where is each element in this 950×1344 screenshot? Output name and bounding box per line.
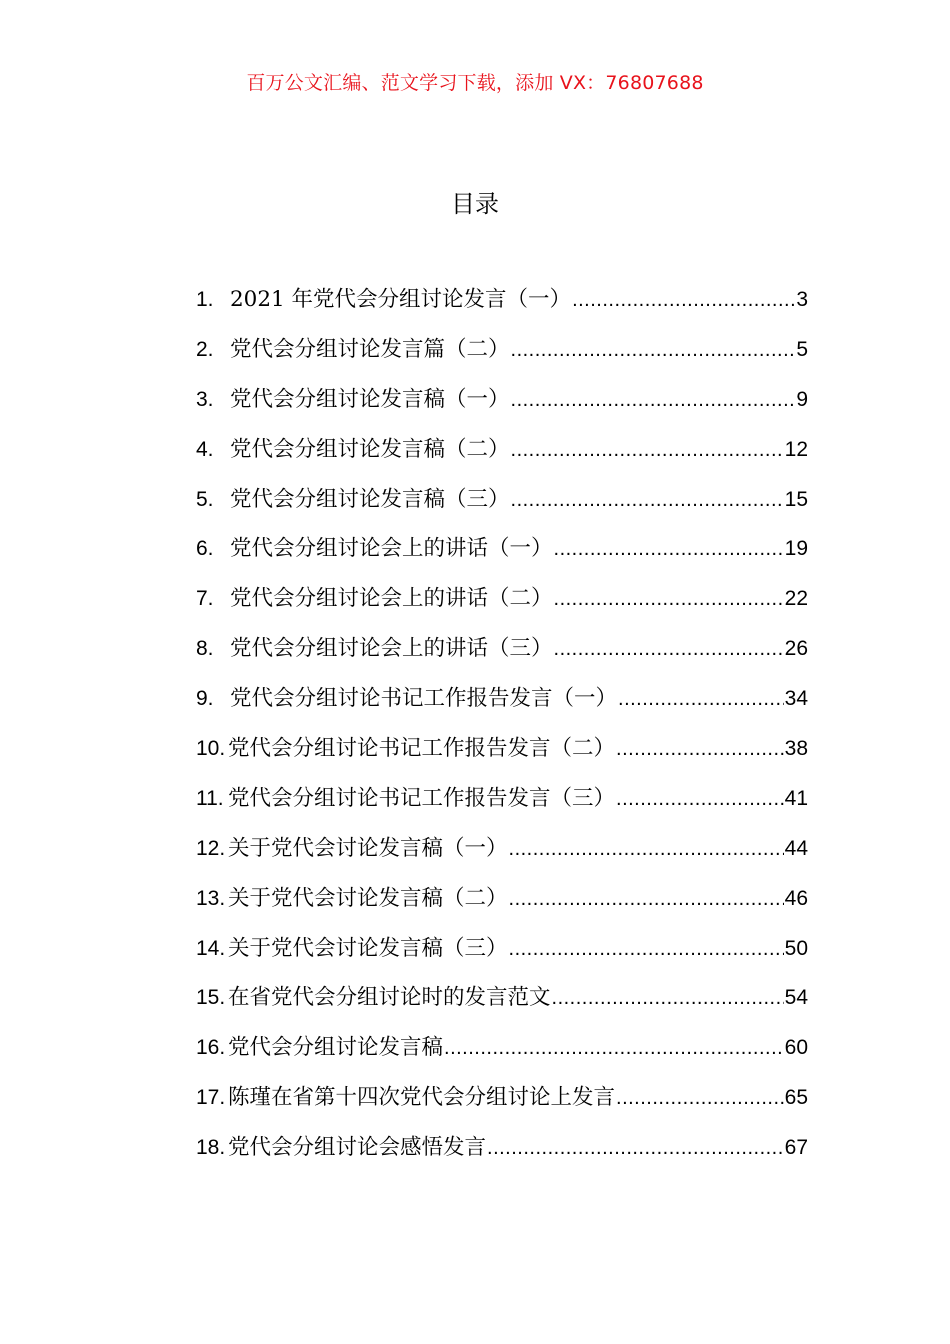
toc-dot-leader bbox=[618, 688, 784, 711]
toc-entry-page: 46 bbox=[784, 886, 808, 910]
toc-entry[interactable] bbox=[196, 482, 808, 532]
toc-entry-page: 67 bbox=[784, 1136, 808, 1160]
toc-entry[interactable] bbox=[196, 382, 808, 432]
toc-entry[interactable] bbox=[196, 781, 808, 831]
toc-dot-leader bbox=[509, 938, 784, 961]
toc-entry[interactable] bbox=[196, 1130, 808, 1180]
toc-entry-number: 18. bbox=[196, 1136, 226, 1160]
toc-entry-title: 党代会分组讨论发言稿（一） bbox=[230, 386, 510, 412]
toc-entry[interactable] bbox=[196, 731, 808, 781]
toc-entry-page: 41 bbox=[784, 786, 808, 810]
toc-entry-page: 9 bbox=[796, 387, 808, 411]
toc-dot-leader bbox=[554, 588, 784, 611]
toc-entry[interactable] bbox=[196, 531, 808, 581]
toc-entry-number: 8. bbox=[196, 637, 214, 661]
toc-entry[interactable] bbox=[196, 831, 808, 881]
toc-dot-leader bbox=[511, 389, 796, 412]
toc-dot-leader bbox=[616, 788, 784, 811]
toc-entry[interactable] bbox=[196, 581, 808, 631]
toc-entry-number: 14. bbox=[196, 936, 226, 960]
toc-entry-page: 22 bbox=[784, 587, 808, 611]
toc-entry-page: 50 bbox=[784, 936, 808, 960]
toc-dot-leader bbox=[487, 1137, 784, 1160]
toc-entry-title: 党代会分组讨论书记工作报告发言（三） bbox=[228, 785, 616, 811]
toc-entry-number: 17. bbox=[196, 1086, 226, 1110]
toc-entry-title: 党代会分组讨论发言篇（二） bbox=[230, 336, 510, 362]
toc-entry-page: 26 bbox=[784, 637, 808, 661]
toc-entry-number: 1. bbox=[196, 288, 214, 311]
toc-entry-page: 34 bbox=[784, 687, 808, 711]
toc-entry[interactable] bbox=[196, 332, 808, 382]
toc-entry-number: 16. bbox=[196, 1036, 226, 1060]
toc-dot-leader bbox=[572, 289, 795, 312]
toc-entry-page: 5 bbox=[796, 337, 808, 361]
toc-entry[interactable] bbox=[196, 631, 808, 681]
toc-entry-page: 12 bbox=[784, 437, 808, 461]
toc-entry-page: 60 bbox=[784, 1036, 808, 1060]
header-note: 百万公文汇编、范文学习下载，添加 VX：76807688 bbox=[246, 72, 704, 94]
toc-entry[interactable] bbox=[196, 980, 808, 1030]
toc-entry-number: 13. bbox=[196, 886, 226, 910]
toc-dot-leader bbox=[511, 489, 784, 512]
toc-entry-page: 3 bbox=[796, 288, 808, 311]
toc-entry-number: 7. bbox=[196, 587, 214, 611]
toc-entry-title: 2021 年党代会分组讨论发言（一） bbox=[230, 287, 572, 312]
toc-entry-title: 关于党代会讨论发言稿（三） bbox=[228, 935, 508, 961]
toc-dot-leader bbox=[511, 339, 796, 362]
toc-entry[interactable] bbox=[196, 681, 808, 731]
toc-entry-number: 12. bbox=[196, 836, 226, 860]
toc-entry-page: 38 bbox=[784, 737, 808, 761]
toc-entry-number: 5. bbox=[196, 487, 214, 511]
toc-entry-number: 4. bbox=[196, 437, 214, 461]
toc-entry[interactable] bbox=[196, 1030, 808, 1080]
toc-entry-title: 党代会分组讨论发言稿（二） bbox=[230, 436, 510, 462]
toc-dot-leader bbox=[552, 987, 784, 1010]
toc-entry-title: 党代会分组讨论会上的讲话（二） bbox=[230, 586, 553, 612]
toc-entry[interactable] bbox=[196, 881, 808, 931]
toc-entry-number: 11. bbox=[196, 786, 224, 810]
toc-entry-page: 19 bbox=[784, 537, 808, 561]
toc-entry[interactable] bbox=[196, 931, 808, 981]
toc-title: 目录 bbox=[451, 190, 499, 218]
toc-entry-title: 党代会分组讨论发言稿 bbox=[228, 1035, 444, 1061]
toc-dot-leader bbox=[444, 1037, 784, 1060]
toc-entry-number: 15. bbox=[196, 986, 226, 1010]
toc-entry-title: 关于党代会讨论发言稿（一） bbox=[228, 835, 508, 861]
toc-entry-number: 6. bbox=[196, 537, 214, 561]
toc-entry-number: 10. bbox=[196, 737, 226, 761]
toc-entry-number: 3. bbox=[196, 387, 214, 411]
toc-dot-leader bbox=[554, 638, 784, 661]
toc-dot-leader bbox=[509, 838, 784, 861]
toc-entry-title: 在省党代会分组讨论时的发言范文 bbox=[228, 985, 551, 1011]
toc-dot-leader bbox=[616, 1087, 784, 1110]
toc-entry-number: 2. bbox=[196, 337, 214, 361]
toc-entry-title: 党代会分组讨论书记工作报告发言（一） bbox=[230, 686, 618, 712]
toc-entry-page: 54 bbox=[784, 986, 808, 1010]
toc-entry-title: 党代会分组讨论会感悟发言 bbox=[228, 1135, 487, 1161]
table-of-contents bbox=[196, 282, 808, 1180]
toc-entry-title: 关于党代会讨论发言稿（二） bbox=[228, 885, 508, 911]
toc-entry-title: 党代会分组讨论发言稿（三） bbox=[230, 486, 510, 512]
toc-entry[interactable] bbox=[196, 282, 808, 332]
toc-entry-page: 44 bbox=[784, 836, 808, 860]
toc-entry-title: 陈瑾在省第十四次党代会分组讨论上发言 bbox=[228, 1085, 616, 1111]
toc-entry[interactable] bbox=[196, 1080, 808, 1130]
toc-entry-page: 15 bbox=[784, 487, 808, 511]
toc-dot-leader bbox=[509, 888, 784, 911]
toc-entry-page: 65 bbox=[784, 1086, 808, 1110]
toc-entry[interactable] bbox=[196, 432, 808, 482]
toc-dot-leader bbox=[554, 538, 784, 561]
toc-entry-title: 党代会分组讨论会上的讲话（一） bbox=[230, 536, 553, 562]
toc-dot-leader bbox=[511, 439, 784, 462]
toc-entry-number: 9. bbox=[196, 687, 214, 711]
toc-entry-title: 党代会分组讨论会上的讲话（三） bbox=[230, 636, 553, 662]
toc-entry-title: 党代会分组讨论书记工作报告发言（二） bbox=[228, 736, 616, 762]
toc-dot-leader bbox=[616, 738, 784, 761]
